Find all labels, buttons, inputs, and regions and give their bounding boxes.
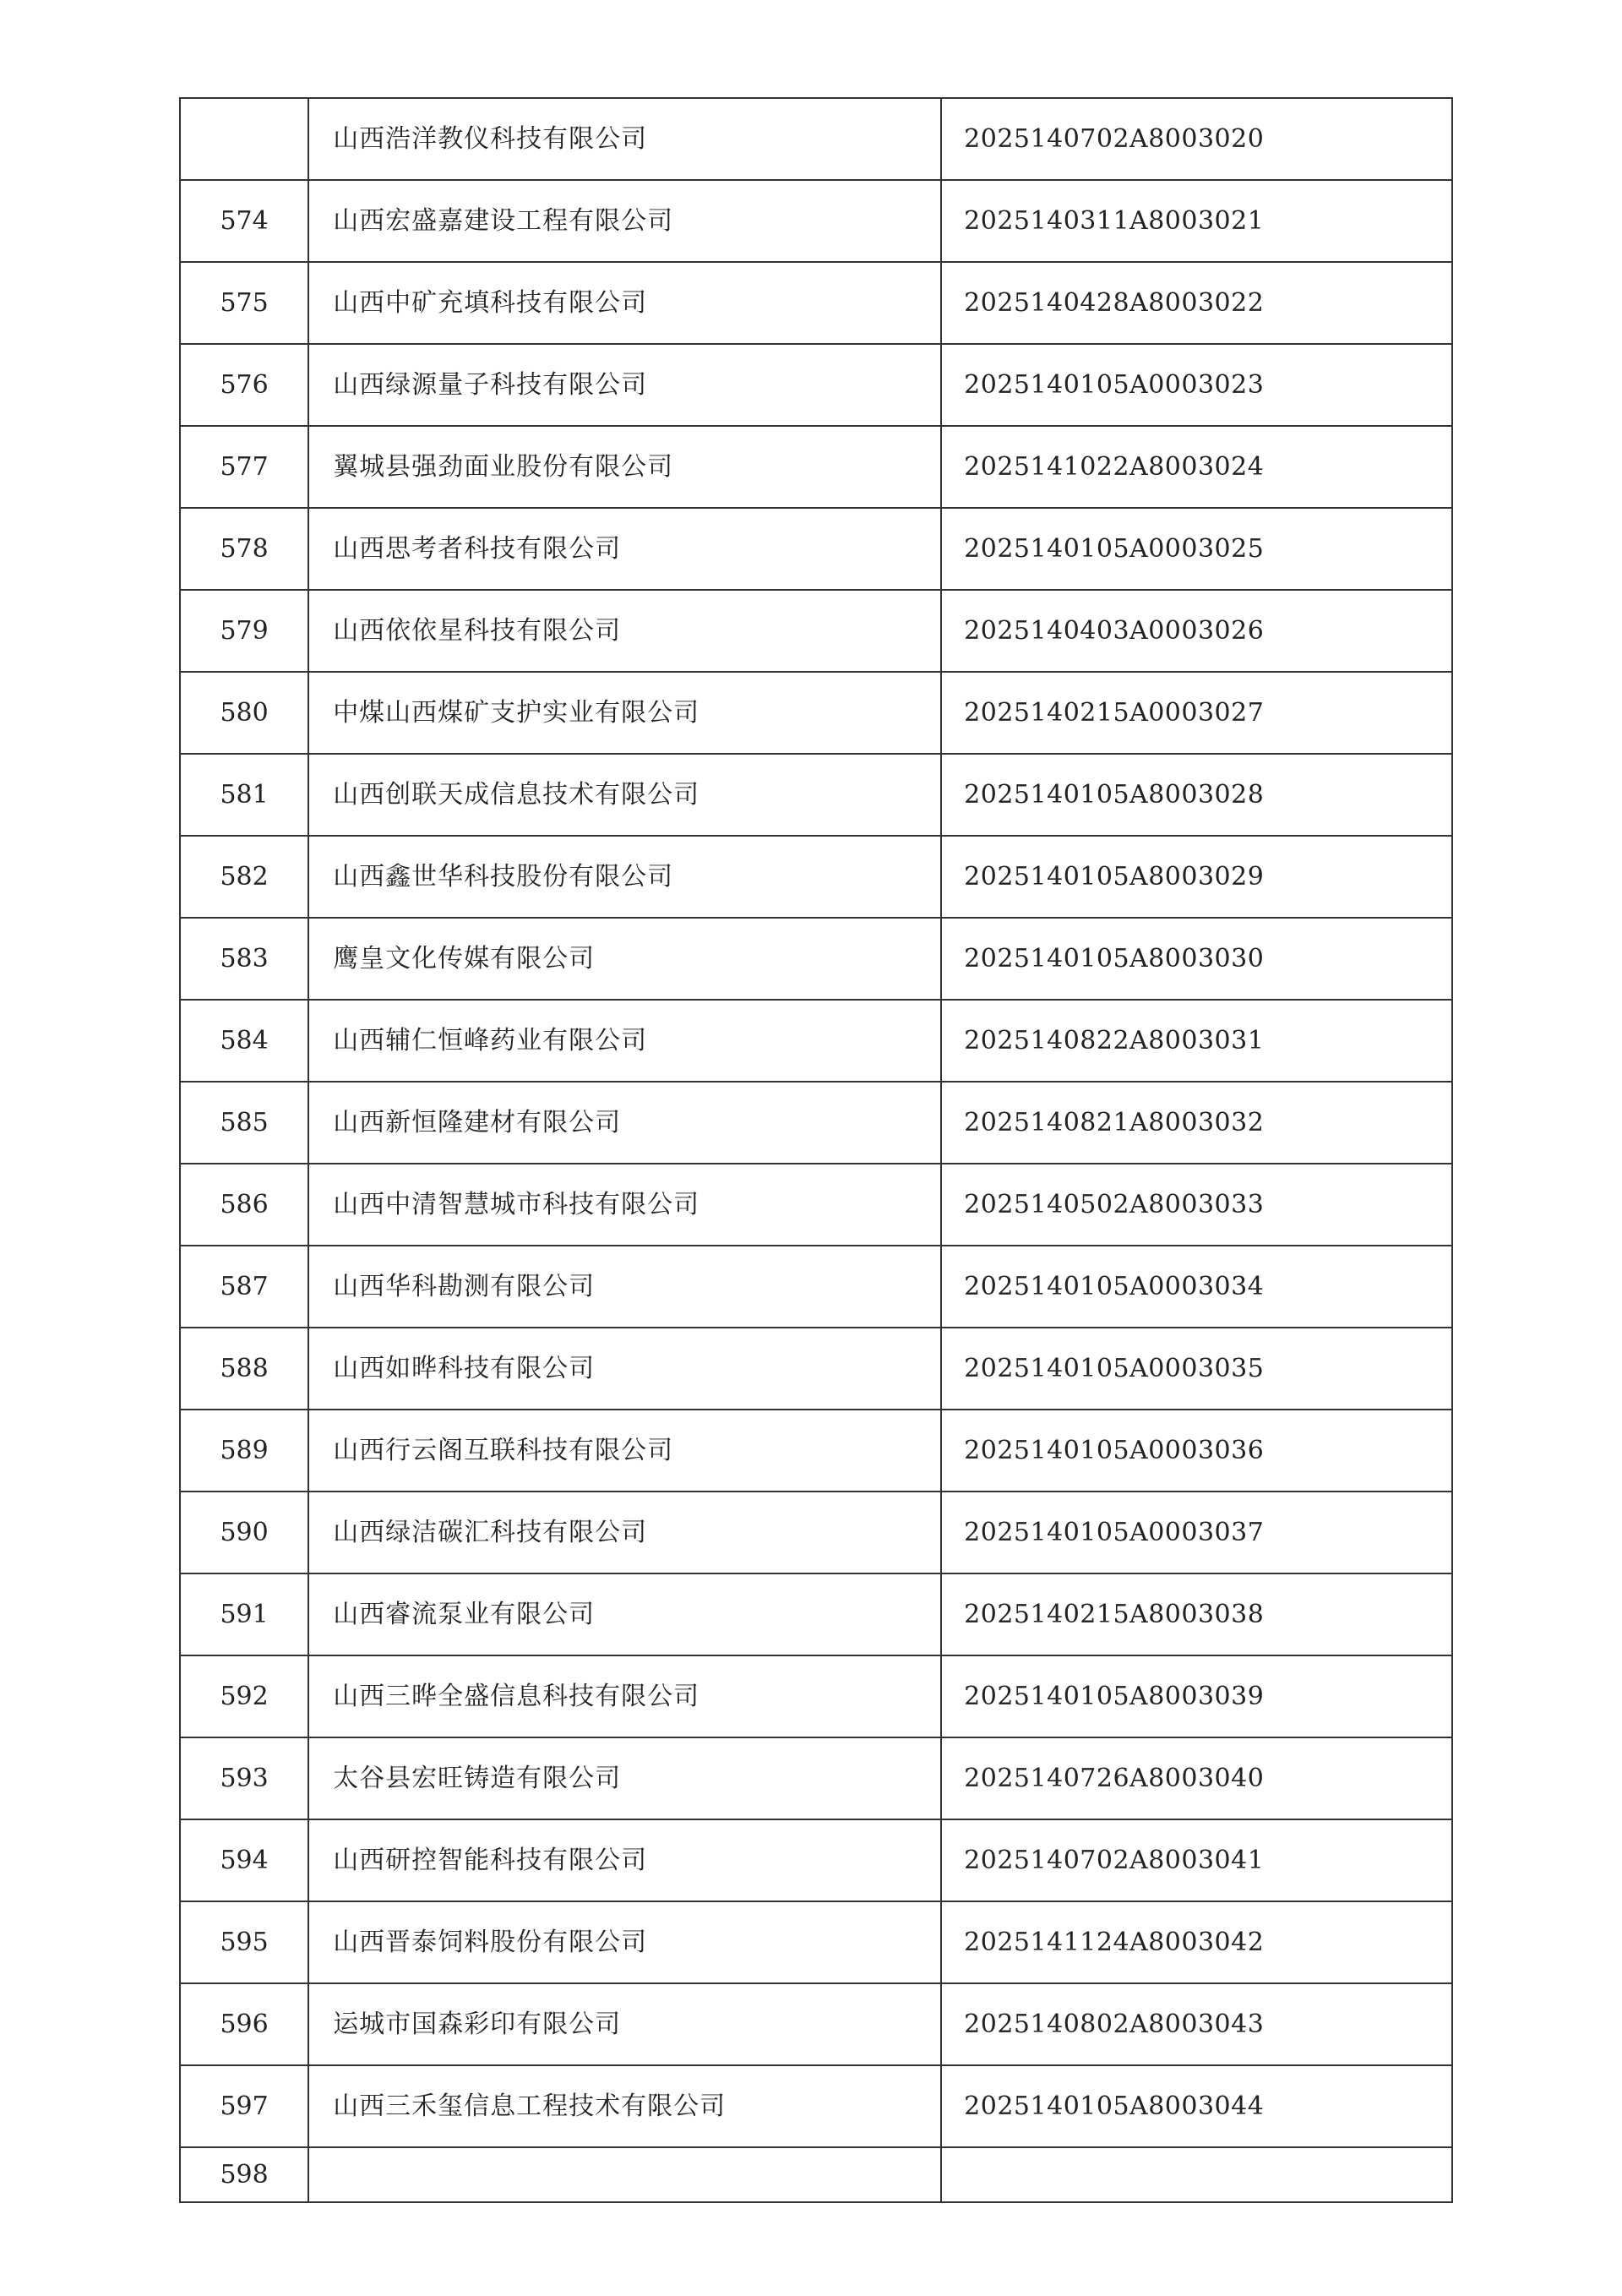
table-row	[180, 1655, 1452, 1737]
row-number-cell: 585	[180, 1082, 308, 1164]
registration-code-cell: 2025140105A8003028	[941, 754, 1452, 836]
company-name-cell: 山西中清智慧城市科技有限公司	[308, 1164, 941, 1246]
row-number-cell: 583	[180, 918, 308, 1000]
table-row	[180, 1492, 1452, 1573]
registration-code-cell: 2025140702A8003041	[941, 1819, 1452, 1901]
company-name-cell: 山西华科勘测有限公司	[308, 1246, 941, 1328]
table-row	[180, 1246, 1452, 1328]
table-row	[180, 344, 1452, 426]
table-row	[180, 590, 1452, 672]
table-row	[180, 98, 1452, 180]
registration-code-cell: 2025140105A0003037	[941, 1492, 1452, 1573]
company-name-cell: 山西行云阁互联科技有限公司	[308, 1410, 941, 1492]
table-row	[180, 1082, 1452, 1164]
table-row	[180, 2147, 1452, 2202]
row-number-cell: 595	[180, 1901, 308, 1983]
table-row	[180, 672, 1452, 754]
table-row	[180, 1164, 1452, 1246]
table-row	[180, 1328, 1452, 1410]
row-number-cell: 576	[180, 344, 308, 426]
registration-code-cell: 2025141124A8003042	[941, 1901, 1452, 1983]
registration-code-cell: 2025140821A8003032	[941, 1082, 1452, 1164]
row-number-cell: 589	[180, 1410, 308, 1492]
table-row	[180, 508, 1452, 590]
row-number-cell: 588	[180, 1328, 308, 1410]
table-row	[180, 2065, 1452, 2147]
company-name-cell: 中煤山西煤矿支护实业有限公司	[308, 672, 941, 754]
company-name-cell: 山西绿洁碳汇科技有限公司	[308, 1492, 941, 1573]
registration-code-cell: 2025141022A8003024	[941, 426, 1452, 508]
company-name-cell: 山西创联天成信息技术有限公司	[308, 754, 941, 836]
row-number-cell: 578	[180, 508, 308, 590]
registration-code-cell: 2025140802A8003043	[941, 1983, 1452, 2065]
company-name-cell: 鹰皇文化传媒有限公司	[308, 918, 941, 1000]
company-name-cell: 山西宏盛嘉建设工程有限公司	[308, 180, 941, 262]
row-number-cell: 593	[180, 1737, 308, 1819]
company-name-cell: 运城市国森彩印有限公司	[308, 1983, 941, 2065]
registration-code-cell: 2025140311A8003021	[941, 180, 1452, 262]
company-name-cell: 翼城县强劲面业股份有限公司	[308, 426, 941, 508]
registration-code-cell: 2025140403A0003026	[941, 590, 1452, 672]
registration-code-cell: 2025140726A8003040	[941, 1737, 1452, 1819]
registration-code-cell: 2025140105A8003029	[941, 836, 1452, 918]
company-name-cell: 山西如晔科技有限公司	[308, 1328, 941, 1410]
table-row	[180, 1410, 1452, 1492]
registration-code-cell: 2025140105A8003044	[941, 2065, 1452, 2147]
table-row	[180, 1737, 1452, 1819]
table-row	[180, 1819, 1452, 1901]
table-row	[180, 1901, 1452, 1983]
row-number-cell: 590	[180, 1492, 308, 1573]
table-row	[180, 754, 1452, 836]
registration-code-cell: 2025140105A0003034	[941, 1246, 1452, 1328]
row-number-cell: 587	[180, 1246, 308, 1328]
registration-code-cell: 2025140105A0003025	[941, 508, 1452, 590]
row-number-cell: 596	[180, 1983, 308, 2065]
company-name-cell: 山西鑫世华科技股份有限公司	[308, 836, 941, 918]
row-number-cell: 597	[180, 2065, 308, 2147]
company-name-cell: 山西中矿充填科技有限公司	[308, 262, 941, 344]
registry-table	[179, 97, 1453, 2203]
row-number-cell: 574	[180, 180, 308, 262]
row-number-cell: 577	[180, 426, 308, 508]
registration-code-cell: 2025140502A8003033	[941, 1164, 1452, 1246]
registration-code-cell: 2025140105A0003035	[941, 1328, 1452, 1410]
company-name-cell: 山西三禾玺信息工程技术有限公司	[308, 2065, 941, 2147]
company-name-cell: 山西思考者科技有限公司	[308, 508, 941, 590]
row-number-cell: 582	[180, 836, 308, 918]
company-name-cell: 山西三晔全盛信息科技有限公司	[308, 1655, 941, 1737]
company-name-cell	[308, 2147, 941, 2202]
table-row	[180, 918, 1452, 1000]
row-number-cell: 575	[180, 262, 308, 344]
table-row	[180, 1573, 1452, 1655]
table-row	[180, 836, 1452, 918]
table-row	[180, 262, 1452, 344]
registration-code-cell: 2025140428A8003022	[941, 262, 1452, 344]
table-row	[180, 1983, 1452, 2065]
row-number-cell: 592	[180, 1655, 308, 1737]
table-row	[180, 1000, 1452, 1082]
registration-code-cell: 2025140702A8003020	[941, 98, 1452, 180]
company-name-cell: 山西睿流泵业有限公司	[308, 1573, 941, 1655]
table-body	[180, 98, 1452, 2202]
company-name-cell: 山西新恒隆建材有限公司	[308, 1082, 941, 1164]
row-number-cell	[180, 98, 308, 180]
registration-code-cell: 2025140215A0003027	[941, 672, 1452, 754]
company-name-cell: 山西绿源量子科技有限公司	[308, 344, 941, 426]
registration-code-cell: 2025140105A0003036	[941, 1410, 1452, 1492]
company-name-cell: 山西浩洋教仪科技有限公司	[308, 98, 941, 180]
company-name-cell: 山西依依星科技有限公司	[308, 590, 941, 672]
table-row	[180, 180, 1452, 262]
row-number-cell: 581	[180, 754, 308, 836]
row-number-cell: 579	[180, 590, 308, 672]
registration-code-cell	[941, 2147, 1452, 2202]
registration-code-cell: 2025140215A8003038	[941, 1573, 1452, 1655]
row-number-cell: 584	[180, 1000, 308, 1082]
row-number-cell: 594	[180, 1819, 308, 1901]
registration-code-cell: 2025140105A8003039	[941, 1655, 1452, 1737]
company-name-cell: 山西晋泰饲料股份有限公司	[308, 1901, 941, 1983]
row-number-cell: 580	[180, 672, 308, 754]
registration-code-cell: 2025140105A8003030	[941, 918, 1452, 1000]
table-row	[180, 426, 1452, 508]
registration-code-cell: 2025140105A0003023	[941, 344, 1452, 426]
row-number-cell: 586	[180, 1164, 308, 1246]
company-name-cell: 太谷县宏旺铸造有限公司	[308, 1737, 941, 1819]
registration-code-cell: 2025140822A8003031	[941, 1000, 1452, 1082]
company-name-cell: 山西辅仁恒峰药业有限公司	[308, 1000, 941, 1082]
company-name-cell: 山西研控智能科技有限公司	[308, 1819, 941, 1901]
row-number-cell: 598	[180, 2147, 308, 2202]
row-number-cell: 591	[180, 1573, 308, 1655]
